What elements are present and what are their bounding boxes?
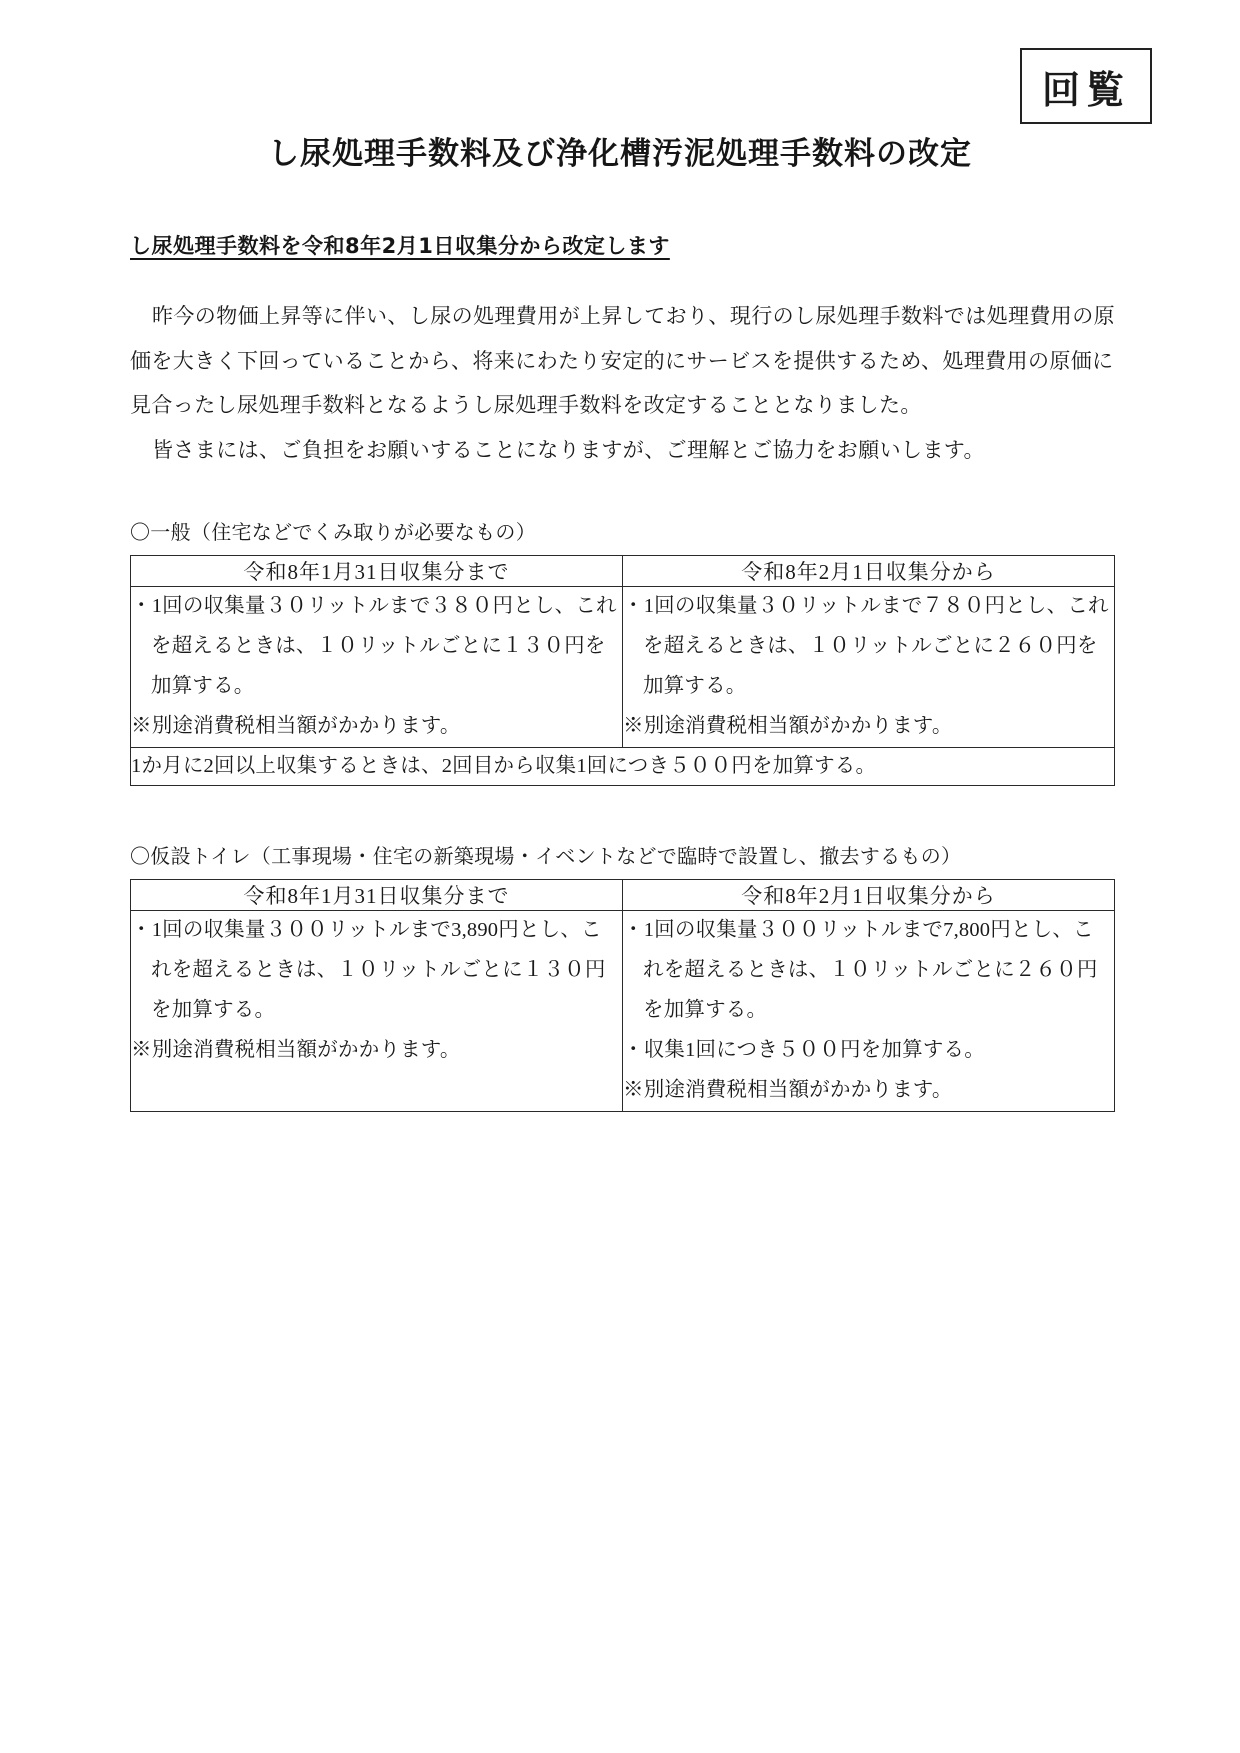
table-row [131, 910, 1115, 1111]
table-row-footer [131, 747, 1115, 785]
fee-table-temporary-toilet [130, 879, 1115, 1112]
circulation-stamp [1020, 48, 1152, 124]
tax-note: ※別途消費税相当額がかかります。 [131, 1038, 461, 1061]
table-cell-before [131, 910, 623, 1111]
table-header-after: 令和8年2月1日収集分から [623, 879, 1115, 910]
additional-collection-note: 1か月に2回以上収集するときは、2回目から収集1回につき５００円を加算する。 [131, 747, 1115, 785]
table-header-after: 令和8年2月1日収集分から [623, 556, 1115, 587]
fee-line: ・1回の収集量３０リットルまで７８０円とし、これを超えるときは、１０リットルごとに２６０円を加算する。 [623, 595, 1109, 697]
document-body [130, 230, 1115, 1112]
section-heading-general: 〇一般（住宅などでくみ取りが必要なもの） [130, 522, 536, 545]
fee-line: ・1回の収集量３００リットルまで7,800円とし、これを超えるときは、１０リットルごとに２６０円を加算する。 [623, 918, 1098, 1021]
table-header-row [131, 879, 1115, 910]
table-cell-after [623, 587, 1115, 748]
table-row [131, 587, 1115, 748]
tax-note: ※別途消費税相当額がかかります。 [623, 714, 953, 737]
tax-note: ※別途消費税相当額がかかります。 [623, 1078, 953, 1101]
table-header-row [131, 556, 1115, 587]
page-title: し尿処理手数料及び浄化槽汚泥処理手数料の改定 [268, 136, 972, 172]
section-heading-temporary-toilet: 〇仮設トイレ（工事現場・住宅の新築現場・イベントなどで臨時で設置し、撤去するもの） [130, 845, 962, 868]
intro-paragraph-1: 昨今の物価上昇等に伴い、し尿の処理費用が上昇しており、現行のし尿処理手数料では処理費用の原価を大きく下回っていることから、将来にわたり安定的にサービスを提供するため、処理費用の原価に見合ったし尿処理手数料となるようし尿処理手数料を改定することとなりました。 [130, 304, 1115, 418]
document-subtitle: し尿処理手数料を令和8年2月1日収集分から改定します [130, 234, 670, 258]
fee-table-general [130, 555, 1115, 786]
table-header-before: 令和8年1月31日収集分まで [131, 556, 623, 587]
fee-line: ・1回の収集量３００リットルまで3,890円とし、これを超えるときは、１０リットルごとに１３０円を加算する。 [131, 918, 606, 1021]
table-header-before: 令和8年1月31日収集分まで [131, 879, 623, 910]
circulation-stamp-label: 回覧 [1041, 67, 1130, 112]
tax-note: ※別途消費税相当額がかかります。 [131, 714, 461, 737]
intro-paragraph-2: 皆さまには、ご負担をお願いすることになりますが、ご理解とご協力をお願いします。 [152, 437, 985, 462]
table-cell-after [623, 910, 1115, 1111]
table-cell-before [131, 587, 623, 748]
fee-line: ・1回の収集量３０リットルまで３８０円とし、これを超えるときは、１０リットルごとに１３０円を加算する。 [131, 595, 617, 697]
surcharge-line: ・収集1回につき５００円を加算する。 [623, 1038, 985, 1061]
